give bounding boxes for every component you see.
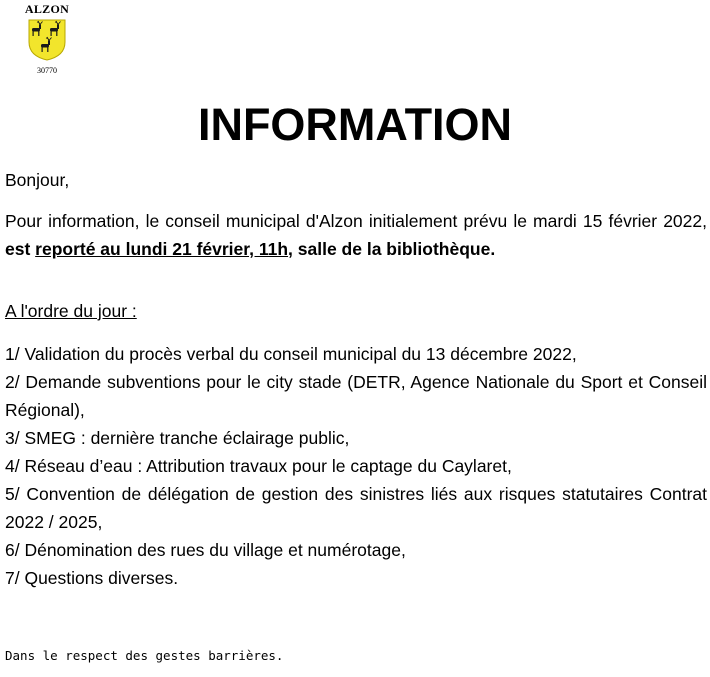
agenda-item-3: 3/ SMEG : dernière tranche éclairage public, (5, 428, 350, 448)
announcement-paragraph (5, 207, 707, 263)
announcement-intro: Pour information, le conseil municipal d'Alzon initialement prévu le mardi 15 février 2022, (5, 211, 707, 231)
announcement-location: , salle de la bibliothèque. (288, 239, 496, 259)
footer-note: Dans le respect des gestes barrières. (5, 648, 284, 663)
greeting: Bonjour, (5, 170, 70, 190)
agenda-item-2: 2/ Demande subventions pour le city stade (DETR, Agence Nationale du Sport et Conseil Régional), (5, 372, 707, 420)
agenda-item-6: 6/ Dénomination des rues du village et numérotage, (5, 540, 406, 560)
agenda-heading: A l'ordre du jour : (5, 301, 137, 321)
agenda-item-1: 1/ Validation du procès verbal du conseil municipal du 13 décembre 2022, (5, 344, 577, 364)
page-title: INFORMATION (197, 99, 513, 150)
announcement-est: est (5, 239, 36, 259)
agenda-item-5: 5/ Convention de délégation de gestion des sinistres liés aux risques statutaires Contrat 2022 / 2025, (5, 484, 707, 532)
agenda-item-7: 7/ Questions diverses. (5, 568, 179, 588)
agenda-list (5, 340, 707, 592)
town-logo (19, 2, 75, 75)
logo-postal-code: 30770 (37, 66, 57, 75)
announcement-postponed-date: reporté au lundi 21 février, 11h (35, 239, 289, 259)
logo-town-name: ALZON (24, 2, 70, 16)
agenda-item-4: 4/ Réseau d’eau : Attribution travaux pour le captage du Caylaret, (5, 456, 512, 476)
coat-of-arms-deer-icon (27, 18, 67, 62)
